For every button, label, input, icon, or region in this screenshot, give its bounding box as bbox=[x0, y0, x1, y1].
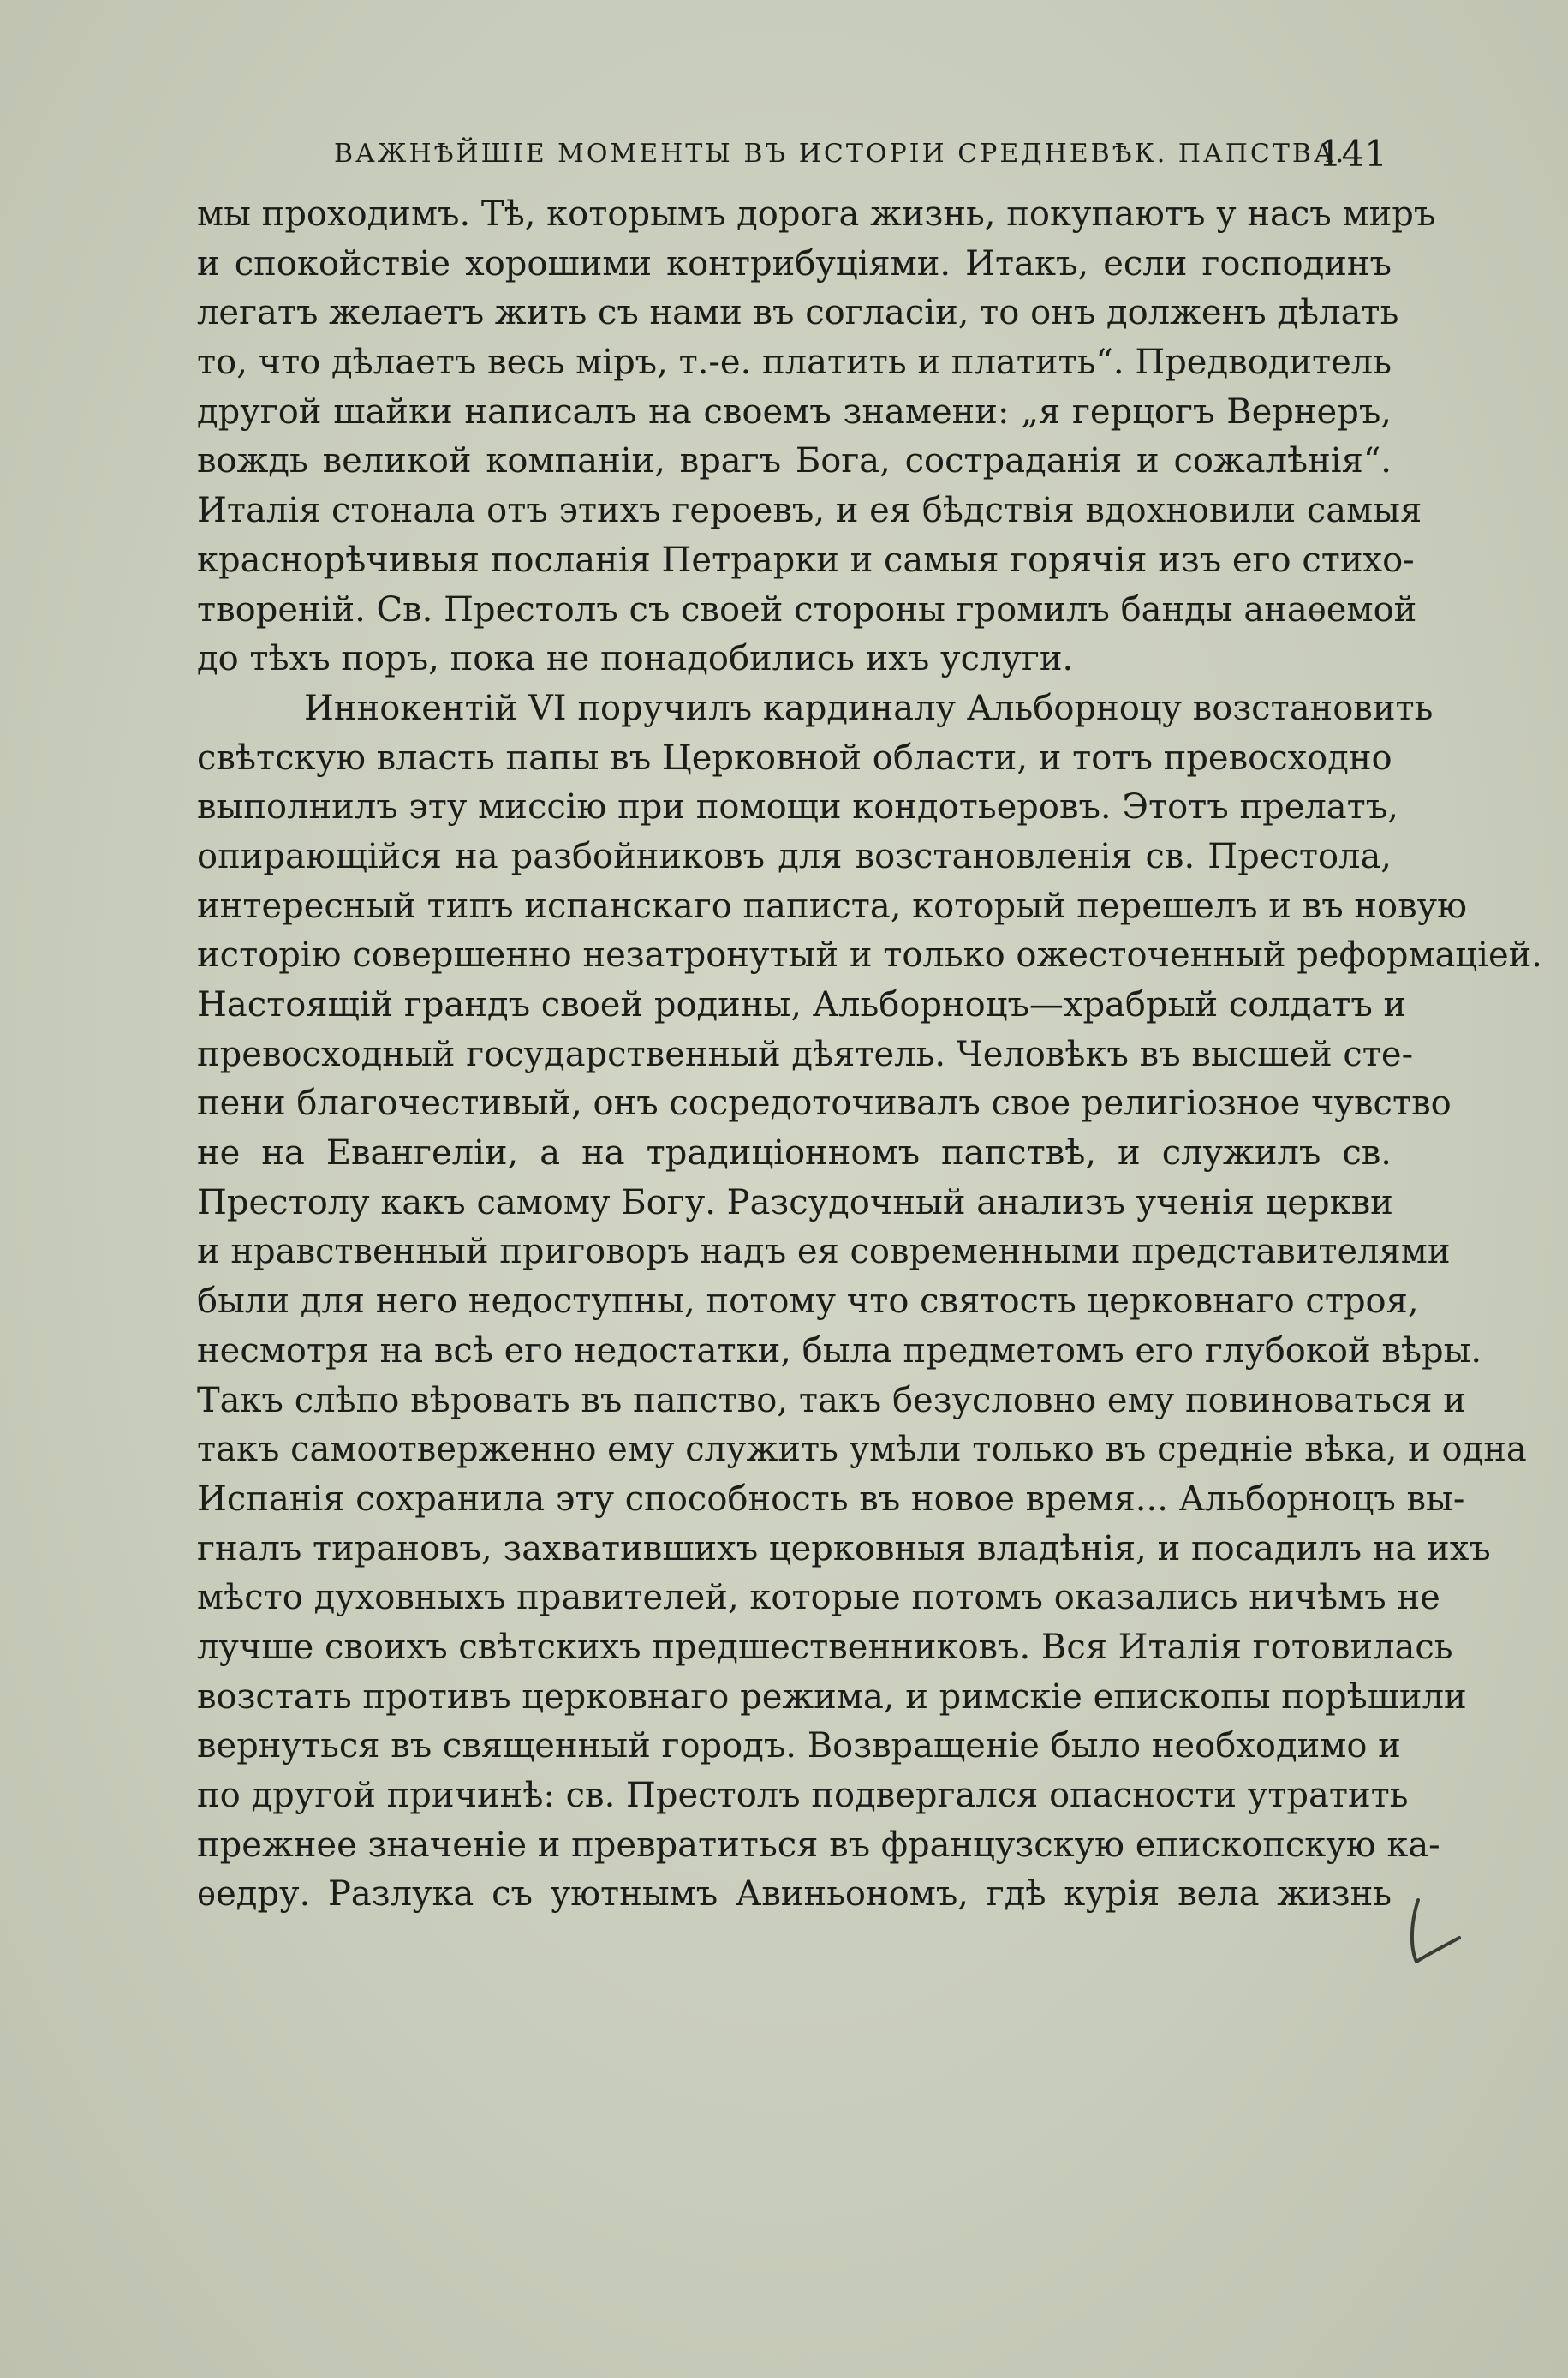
text-line: лучше своихъ свѣтскихъ предшественниковъ. Вся Италія готовилась bbox=[197, 1627, 1453, 1667]
body-text bbox=[197, 190, 1542, 1920]
text-line: возстать противъ церковнаго режима, и римскіе епископы порѣшили bbox=[197, 1676, 1467, 1717]
text-line: Иннокентій VI поручилъ кардиналу Альборноцу возстановить bbox=[304, 688, 1434, 728]
text-line: другой шайки написалъ на своемъ знамени: „я герцогъ Вернеръ, bbox=[197, 391, 1392, 432]
text-line: выполнилъ эту миссію при помощи кондотьеровъ. Этотъ прелатъ, bbox=[197, 787, 1398, 828]
text-line: Испанія сохранила эту способность въ новое время... Альборноцъ вы- bbox=[197, 1479, 1465, 1519]
text-line: были для него недоступны, потому что святость церковнаго строя, bbox=[197, 1282, 1419, 1322]
text-line: и спокойствіе хорошими контрибуціями. Итакъ, если господинъ bbox=[197, 243, 1392, 284]
text-line: Италія стонала отъ этихъ героевъ, и ея бѣдствія вдохновили самыя bbox=[197, 491, 1422, 531]
text-line: и нравственный приговоръ надъ ея современными представителями bbox=[197, 1232, 1451, 1272]
text-line: твореній. Св. Престолъ съ своей стороны громилъ банды анаѳемой bbox=[197, 589, 1417, 630]
text-line: прежнее значеніе и превратиться въ французскую епископскую ка- bbox=[197, 1825, 1440, 1865]
text-line: краснорѣчивыя посланія Петрарки и самыя горячія изъ его стихо- bbox=[197, 540, 1415, 580]
pencil-check-mark-icon bbox=[1406, 1895, 1466, 1972]
text-line: такъ самоотверженно ему служить умѣли только въ средніе вѣка, и одна bbox=[197, 1430, 1527, 1470]
running-head bbox=[334, 128, 1387, 180]
text-line: вернуться въ священный городъ. Возвращеніе было необходимо и bbox=[197, 1726, 1401, 1766]
running-title: ВАЖНѢЙШІЕ МОМЕНТЫ ВЪ ИСТОРІИ СРЕДНЕВѢК. ПАПСТВА. bbox=[334, 139, 1347, 169]
text-line: Такъ слѣпо вѣровать въ папство, такъ безусловно ему повиноваться и bbox=[197, 1380, 1466, 1420]
text-line: опирающійся на разбойниковъ для возстановленія св. Престола, bbox=[197, 836, 1392, 876]
paragraph-1 bbox=[197, 190, 1436, 684]
text-line: до тѣхъ поръ, пока не понадобились ихъ услуги. bbox=[197, 639, 1074, 679]
text-line: несмотря на всѣ его недостатки, была предметомъ его глубокой вѣры. bbox=[197, 1330, 1482, 1371]
text-line: пени благочестивый, онъ сосредоточивалъ свое религіозное чувство bbox=[197, 1084, 1452, 1124]
text-line: Настоящій грандъ своей родины, Альборноцъ—храбрый солдатъ и bbox=[197, 985, 1407, 1025]
text-line: превосходный государственный дѣятель. Человѣкъ въ высшей сте- bbox=[197, 1034, 1414, 1074]
text-line: гналъ тирановъ, захватившихъ церковныя владѣнія, и посадилъ на ихъ bbox=[197, 1528, 1491, 1568]
paragraph-2 bbox=[197, 684, 1542, 1920]
page-number: 141 bbox=[1318, 133, 1387, 175]
text-line: не на Евангеліи, а на традиціонномъ папствѣ, и служилъ св. bbox=[197, 1133, 1392, 1174]
text-line: исторію совершенно незатронутый и только ожесточенный реформаціей. bbox=[197, 935, 1542, 976]
text-line: свѣтскую власть папы въ Церковной области, и тотъ превосходно bbox=[197, 738, 1392, 778]
text-line: мы проходимъ. Тѣ, которымъ дорога жизнь, покупаютъ у насъ миръ bbox=[197, 194, 1436, 234]
text-line: вождь великой компаніи, врагъ Бога, состраданія и сожалѣнія“. bbox=[197, 441, 1392, 481]
text-line: то, что дѣлаетъ весь міръ, т.-е. платить и платить“. Предводитель bbox=[197, 343, 1392, 383]
text-line: Престолу какъ самому Богу. Разсудочный анализъ ученія церкви bbox=[197, 1182, 1393, 1222]
text-line: ѳедру. Разлука съ уютнымъ Авиньономъ, гдѣ курія вела жизнь bbox=[197, 1874, 1392, 1915]
text-line: мѣсто духовныхъ правителей, которые потомъ оказались ничѣмъ не bbox=[197, 1578, 1440, 1618]
text-line: по другой причинѣ: св. Престолъ подвергался опасности утратить bbox=[197, 1776, 1409, 1815]
text-line: интересный типъ испанскаго паписта, который перешелъ и въ новую bbox=[197, 886, 1467, 926]
text-line: легатъ желаетъ жить съ нами въ согласіи, то онъ долженъ дѣлать bbox=[197, 293, 1399, 333]
